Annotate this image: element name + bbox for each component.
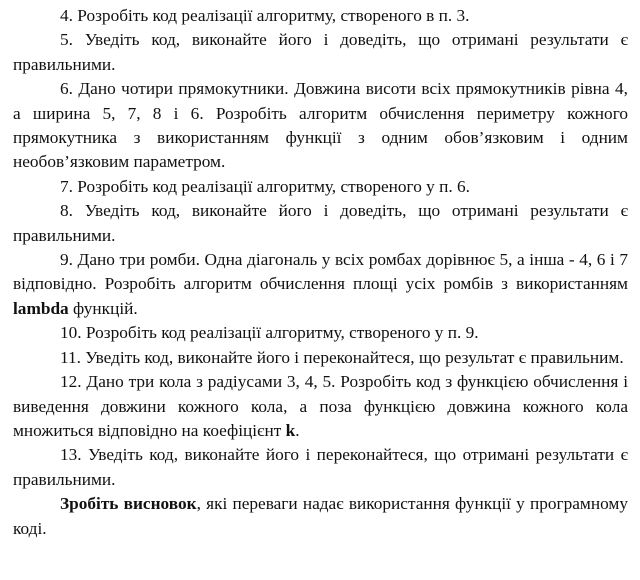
paragraph-task-10 bbox=[13, 321, 628, 345]
paragraph-text: 4. Розробіть код реалізації алгоритму, створеного в п. 3. bbox=[60, 6, 470, 25]
paragraph-text: 10. Розробіть код реалізації алгоритму, створеного у п. 9. bbox=[60, 323, 479, 343]
paragraph-task-9 bbox=[13, 248, 628, 321]
paragraph-conclusion bbox=[13, 492, 628, 541]
paragraph-task-12 bbox=[13, 370, 628, 443]
paragraph-text-end: , які переваги надає використання функції у програмному коді. bbox=[13, 494, 628, 538]
paragraph-task-13 bbox=[13, 443, 628, 492]
paragraph-task-11 bbox=[13, 346, 628, 370]
paragraph-task-5 bbox=[13, 28, 628, 77]
paragraph-text: 5. Уведіть код, виконайте його і доведіть, що отримані результати є правильними. bbox=[13, 30, 628, 74]
paragraph-text: 6. Дано чотири прямокутники. Довжина висоти всіх прямокутників рівна 4, а ширина 5, 7, 8 і 6. Розробіть алгоритм обчислення периметру кожного прямокутника з використанням функції з одним обов’язковим і одним необов’язковим параметром. bbox=[13, 79, 628, 172]
conclusion-heading: Зробіть висновок bbox=[60, 494, 197, 514]
paragraph-text: 8. Уведіть код, виконайте його і доведіть, що отримані результати є правильними. bbox=[13, 201, 628, 245]
paragraph-text-end: функцій. bbox=[68, 298, 138, 318]
paragraph-text: 12. Дано три кола з радіусами 3, 4, 5. Розробіть код з функцією обчислення і виведення довжини кожного кола, а поза функцією довжина кожного кола множиться відповідно на коефіцієнт bbox=[13, 372, 628, 440]
keyword-lambda: lambda bbox=[13, 298, 69, 318]
paragraph-text: 13. Уведіть код, виконайте його і переконайтеся, що отримані результати є правильними. bbox=[13, 445, 628, 489]
paragraph-task-4 bbox=[13, 4, 628, 28]
paragraph-task-6 bbox=[13, 77, 628, 175]
paragraph-task-8 bbox=[13, 199, 628, 248]
paragraph-text: 11. Уведіть код, виконайте його і переконайтеся, що результат є правильним. bbox=[60, 347, 624, 367]
keyword-k: k bbox=[285, 420, 296, 440]
paragraph-task-7 bbox=[13, 175, 628, 199]
paragraph-text: 7. Розробіть код реалізації алгоритму, створеного у п. 6. bbox=[60, 176, 470, 196]
paragraph-text: 9. Дано три ромби. Одна діагональ у всіх ромбах дорівнює 5, а інша - 4, 6 і 7 відповідно. Розробіть алгоритм обчислення площі усіх ромбів з використанням bbox=[13, 250, 628, 294]
paragraph-text-end: . bbox=[295, 420, 300, 440]
